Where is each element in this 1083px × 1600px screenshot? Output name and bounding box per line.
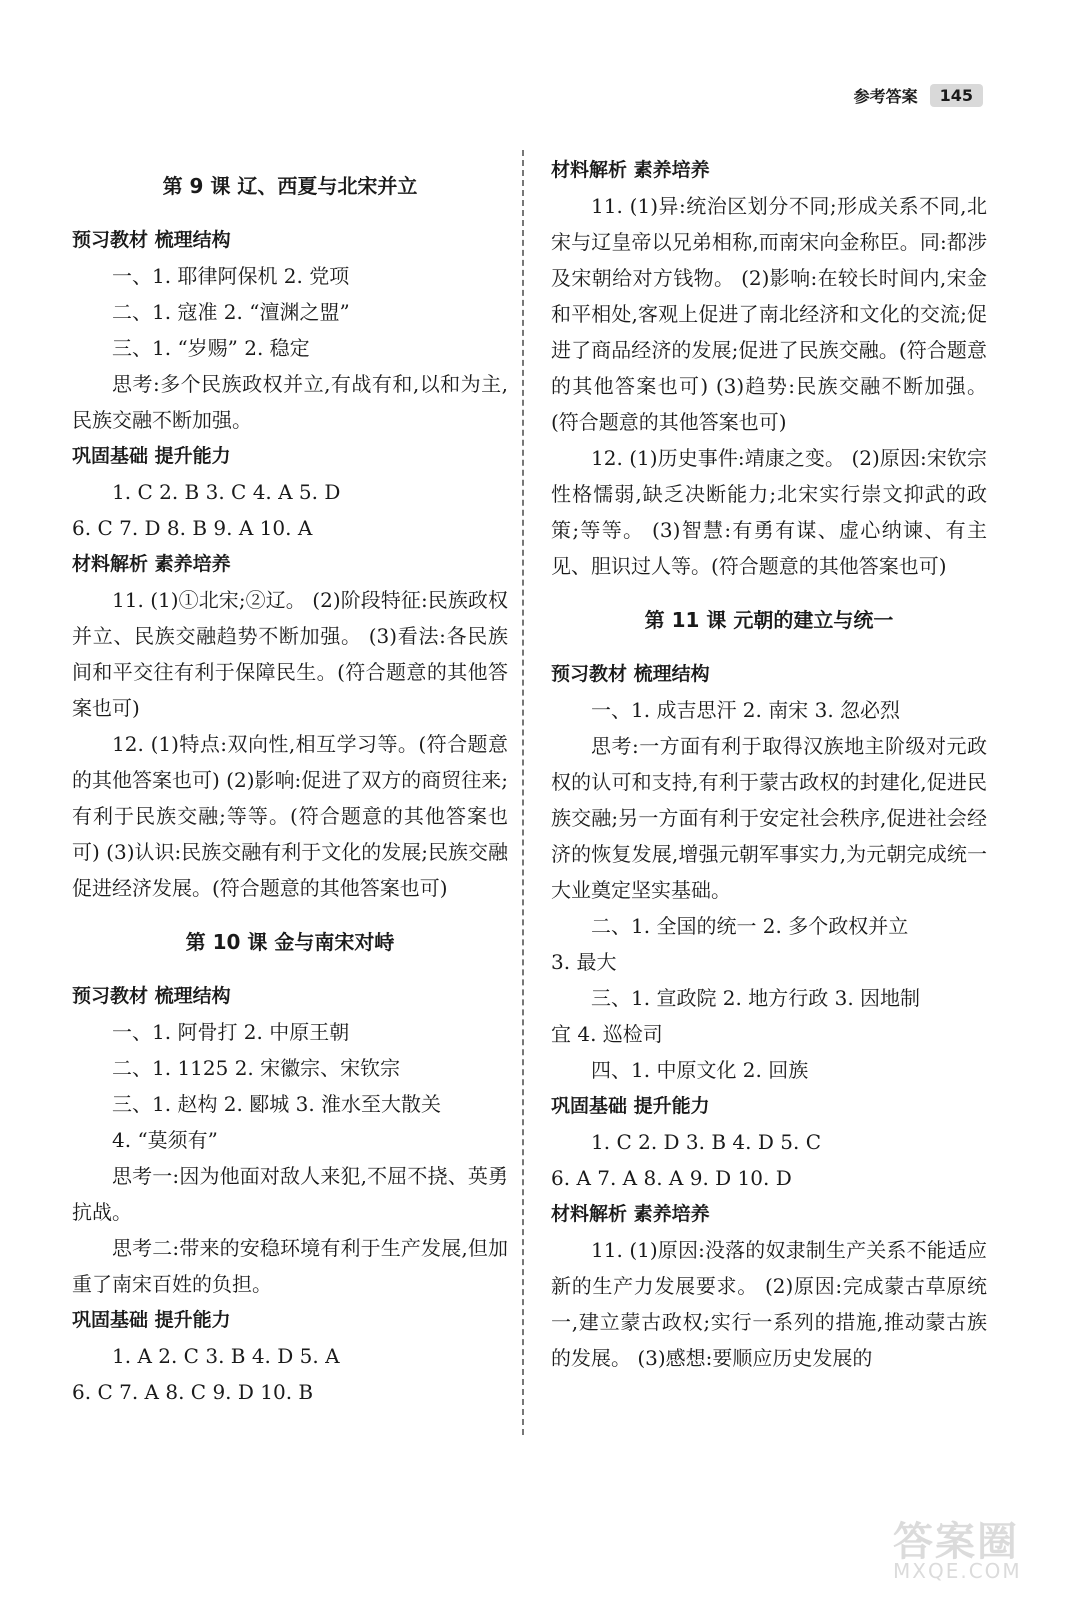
answer-line: 一、1. 阿骨打 2. 中原王朝 <box>112 1020 350 1044</box>
question-answer: 11. (1)原因:没落的奴隶制生产关系不能适应新的生产力发展要求。 (2)原因:完成蒙古草原统一,建立蒙古政权;实行一系列的措施,推动蒙古族的发展。 (3)感想:要顺应历史发展的 <box>551 1238 987 1370</box>
lesson-11-title: 第 11 课 元朝的建立与统一 <box>644 608 894 632</box>
think-paragraph: 思考一:因为他面对敌人来犯,不屈不挠、英勇抗战。 <box>72 1164 508 1224</box>
question-answer: 12. (1)历史事件:靖康之变。 (2)原因:宋钦宗性格懦弱,缺乏决断能力;北宋实行崇文抑武的政策;等等。 (3)智慧:有勇有谋、虚心纳谏、有主见、胆识过人等。(符合题意的其他答案也可) <box>551 446 987 578</box>
section-heading: 巩固基础 提升能力 <box>72 1309 231 1331</box>
answer-line: 二、1. 寇准 2. “澶渊之盟” <box>112 300 350 324</box>
watermark-text: 答案圈 <box>893 1519 1019 1565</box>
watermark-url: MXQE.COM <box>893 1559 1022 1583</box>
answer-line: 三、1. 宣政院 2. 地方行政 3. 因地制 <box>591 986 921 1010</box>
section-heading: 预习教材 梳理结构 <box>551 663 710 685</box>
section-heading: 巩固基础 提升能力 <box>551 1095 710 1117</box>
choice-answers: 1. C 2. B 3. C 4. A 5. D <box>112 480 341 504</box>
think-paragraph: 思考:多个民族政权并立,有战有和,以和为主,民族交融不断加强。 <box>72 372 508 432</box>
choice-answers: 6. C 7. A 8. C 9. D 10. B <box>72 1380 314 1404</box>
section-heading: 预习教材 梳理结构 <box>72 229 231 251</box>
question-answer: 12. (1)特点:双向性,相互学习等。(符合题意的其他答案也可) (2)影响:促进了双方的商贸往来;有利于民族交融;等等。(符合题意的其他答案也可) (3)认识:民族交融有利于文化的发展;民族交融促进经济发展。(符合题意的其他答案也可) <box>72 732 508 900</box>
lesson-10-title: 第 10 课 金与南宋对峙 <box>185 930 395 954</box>
right-column <box>551 152 987 1376</box>
think-paragraph: 思考:一方面有利于取得汉族地主阶级对元政权的认可和支持,有利于蒙古政权的封建化,促进民族交融;另一方面有利于安定社会秩序,促进社会经济的恢复发展,增强元朝军事实力,为元朝完成统一大业奠定坚实基础。 <box>551 734 987 902</box>
answer-line: 四、1. 中原文化 2. 回族 <box>591 1058 809 1082</box>
think-paragraph: 思考二:带来的安稳环境有利于生产发展,但加重了南宋百姓的负担。 <box>72 1236 508 1296</box>
answer-line: 一、1. 耶律阿保机 2. 党项 <box>112 264 350 288</box>
choice-answers: 6. C 7. D 8. B 9. A 10. A <box>72 516 313 540</box>
answer-line: 一、1. 成吉思汗 2. 南宋 3. 忽必烈 <box>591 698 901 722</box>
choice-answers: 1. C 2. D 3. B 4. D 5. C <box>591 1130 821 1154</box>
page-number: 145 <box>930 84 983 107</box>
answer-line: 三、1. 赵构 2. 郾城 3. 淮水至大散关 <box>112 1092 442 1116</box>
answer-line: 4. “莫须有” <box>112 1128 218 1152</box>
answer-line: 三、1. “岁赐” 2. 稳定 <box>112 336 310 360</box>
section-heading: 材料解析 素养培养 <box>72 553 231 575</box>
answer-line: 二、1. 全国的统一 2. 多个政权并立 <box>591 914 909 938</box>
header-label: 参考答案 <box>853 87 918 106</box>
section-heading: 预习教材 梳理结构 <box>72 985 231 1007</box>
choice-answers: 6. A 7. A 8. A 9. D 10. D <box>551 1166 792 1190</box>
watermark-logo <box>893 1510 1043 1583</box>
section-heading: 材料解析 素养培养 <box>551 159 710 181</box>
column-divider <box>522 150 524 1435</box>
answer-line: 二、1. 1125 2. 宋徽宗、宋钦宗 <box>112 1056 401 1080</box>
left-column <box>72 152 508 1410</box>
answer-line: 3. 最大 <box>551 950 617 974</box>
page-header <box>854 84 983 107</box>
section-heading: 材料解析 素养培养 <box>551 1203 710 1225</box>
section-heading: 巩固基础 提升能力 <box>72 445 231 467</box>
question-answer: 11. (1)异:统治区划分不同;形成关系不同,北宋与辽皇帝以兄弟相称,而南宋向金称臣。同:都涉及宋朝给对方钱物。 (2)影响:在较长时间内,宋金和平相处,客观上促进了南北经济和文化的交流;促进了商品经济的发展;促进了民族交融。(符合题意的其他答案也可) (3)趋势:民族交融不断加强。(符合题意的其他答案也可) <box>551 194 987 434</box>
choice-answers: 1. A 2. C 3. B 4. D 5. A <box>112 1344 340 1368</box>
lesson-9-title: 第 9 课 辽、西夏与北宋并立 <box>162 174 418 198</box>
answer-line: 宜 4. 巡检司 <box>551 1022 663 1046</box>
question-answer: 11. (1)①北宋;②辽。 (2)阶段特征:民族政权并立、民族交融趋势不断加强。 (3)看法:各民族间和平交往有利于保障民生。(符合题意的其他答案也可) <box>72 588 508 720</box>
